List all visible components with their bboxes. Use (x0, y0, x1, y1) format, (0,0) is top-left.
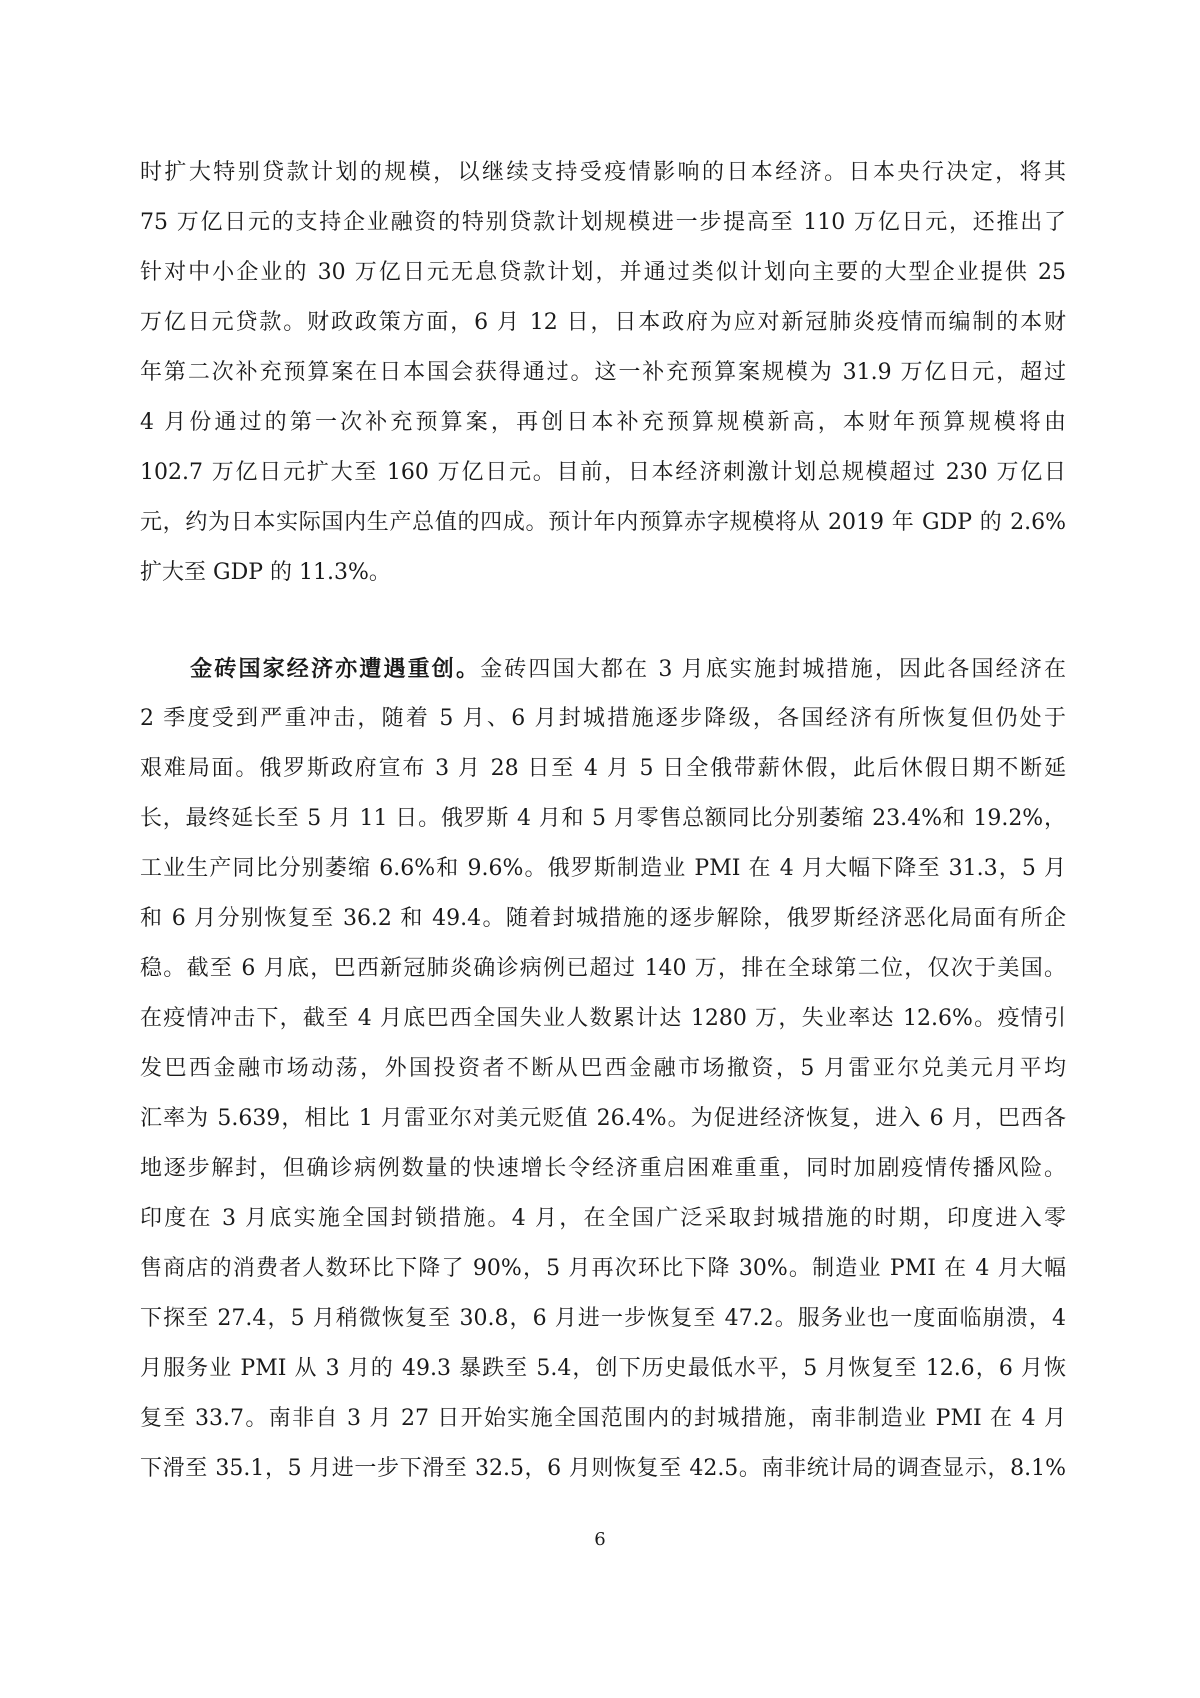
text-line: 年第二次补充预算案在日本国会获得通过。这一补充预算案规模为 31.9 万亿日元，超过 (140, 360, 1066, 385)
text-line: 印度在 3 月底实施全国封锁措施。4 月，在全国广泛采取封城措施的时期，印度进入零 (140, 1206, 1066, 1231)
text-line: 艰难局面。俄罗斯政府宣布 3 月 28 日至 4 月 5 日全俄带薪休假，此后休假日期不断延 (140, 756, 1066, 781)
page-number: 6 (594, 1529, 606, 1550)
text-line: 针对中小企业的 30 万亿日元无息贷款计划，并通过类似计划向主要的大型企业提供 25 (140, 260, 1066, 285)
text-line: 和 6 月分别恢复至 36.2 和 49.4。随着封城措施的逐步解除，俄罗斯经济恶化局面有所企 (140, 906, 1066, 931)
text-line: 长，最终延长至 5 月 11 日。俄罗斯 4 月和 5 月零售总额同比分别萎缩 23.4%和 19.2%， (140, 806, 1066, 831)
text-line: 售商店的消费者人数环比下降了 90%，5 月再次环比下降 30%。制造业 PMI 在 4 月大幅 (140, 1256, 1066, 1281)
text-line: 地逐步解封，但确诊病例数量的快速增长令经济重启困难重重，同时加剧疫情传播风险。 (140, 1156, 1066, 1181)
text-line: 扩大至 GDP 的 11.3%。 (140, 560, 391, 585)
text-line: 月服务业 PMI 从 3 月的 49.3 暴跌至 5.4，创下历史最低水平，5 月恢复至 12.6，6 月恢 (140, 1356, 1066, 1381)
text-line: 工业生产同比分别萎缩 6.6%和 9.6%。俄罗斯制造业 PMI 在 4 月大幅下降至 31.3，5 月 (140, 856, 1066, 881)
text-line: 稳。截至 6 月底，巴西新冠肺炎确诊病例已超过 140 万，排在全球第二位，仅次于美国。 (140, 956, 1066, 981)
paragraph-brics-economy (140, 644, 1066, 1494)
first-line-text: 金砖四国大都在 3 月底实施封城措施，因此各国经济在 (480, 657, 1066, 682)
text-line: 下滑至 35.1，5 月进一步下滑至 32.5，6 月则恢复至 42.5。南非统计局的调查显示，8.1% (140, 1456, 1066, 1481)
paragraph-lead-heading: 金砖国家经济亦遭遇重创。 (188, 656, 481, 682)
text-line: 汇率为 5.639，相比 1 月雷亚尔对美元贬值 26.4%。为促进经济恢复，进入 6 月，巴西各 (140, 1106, 1066, 1131)
text-line: 4 月份通过的第一次补充预算案，再创日本补充预算规模新高，本财年预算规模将由 (140, 410, 1066, 435)
text-line: 下探至 27.4，5 月稍微恢复至 30.8，6 月进一步恢复至 47.2。服务业也一度面临崩溃，4 (140, 1306, 1066, 1331)
text-line: 75 万亿日元的支持企业融资的特别贷款计划规模进一步提高至 110 万亿日元，还推出了 (140, 210, 1066, 235)
text-line: 2 季度受到严重冲击，随着 5 月、6 月封城措施逐步降级，各国经济有所恢复但仍处于 (140, 706, 1066, 731)
text-line: 万亿日元贷款。财政政策方面，6 月 12 日，日本政府为应对新冠肺炎疫情而编制的本财 (140, 310, 1066, 335)
text-line: 复至 33.7。南非自 3 月 27 日开始实施全国范围内的封城措施，南非制造业 PMI 在 4 月 (140, 1406, 1066, 1431)
text-line: 元，约为日本实际国内生产总值的四成。预计年内预算赤字规模将从 2019 年 GDP 的 2.6% (140, 510, 1066, 535)
text-line: 时扩大特别贷款计划的规模，以继续支持受疫情影响的日本经济。日本央行决定，将其 (140, 160, 1066, 185)
text-line-first (140, 644, 1066, 694)
text-line: 在疫情冲击下，截至 4 月底巴西全国失业人数累计达 1280 万，失业率达 12.6%。疫情引 (140, 1006, 1066, 1031)
paragraph-japan-policy (140, 148, 1066, 598)
text-line: 发巴西金融市场动荡，外国投资者不断从巴西金融市场撤资，5 月雷亚尔兑美元月平均 (140, 1056, 1066, 1081)
text-line: 102.7 万亿日元扩大至 160 万亿日元。目前，日本经济刺激计划总规模超过 230 万亿日 (140, 460, 1066, 485)
